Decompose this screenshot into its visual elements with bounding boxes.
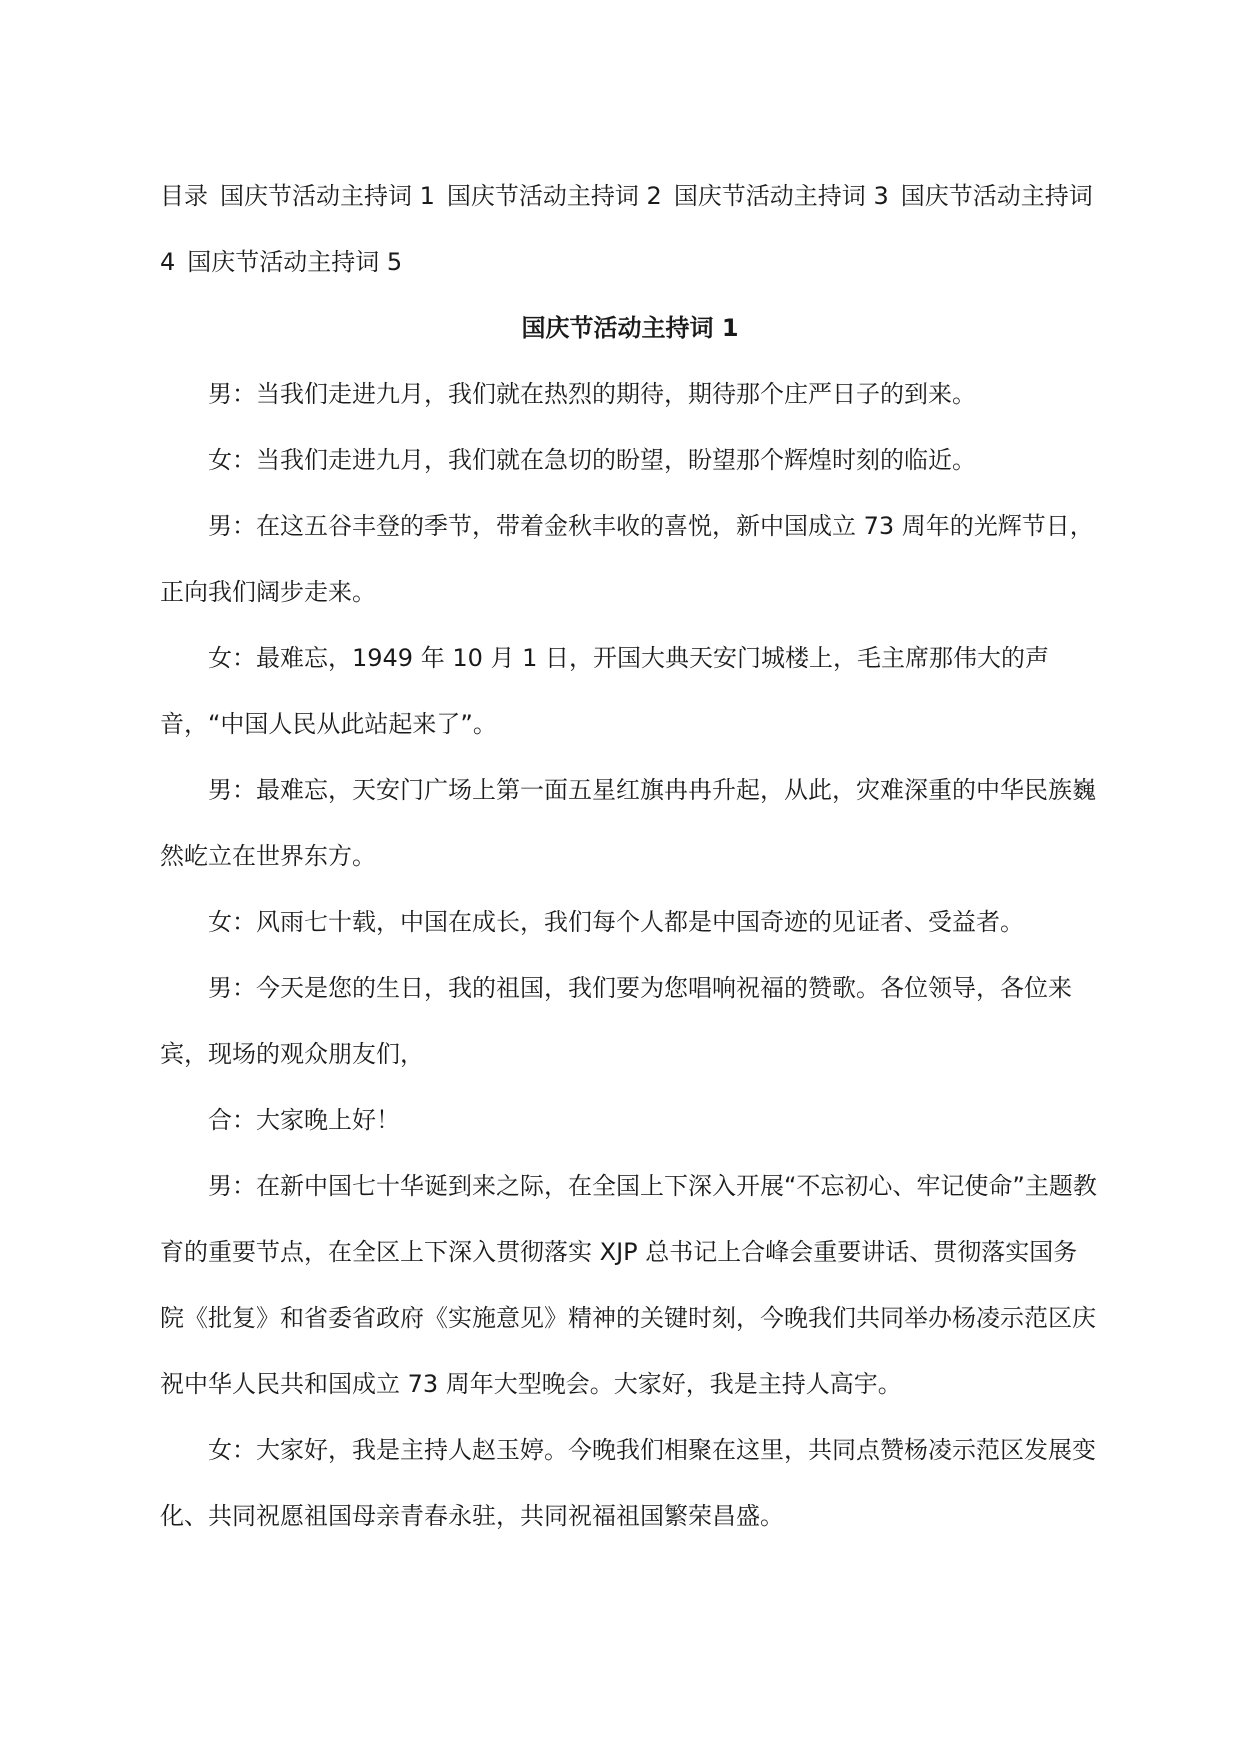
- paragraph-10: 女：大家好，我是主持人赵玉婷。今晚我们相聚在这里，共同点赞杨凌示范区发展变化、共同祝愿祖国母亲青春永驻，共同祝福祖国繁荣昌盛。: [160, 1436, 1096, 1530]
- paragraph-1: 男：当我们走进九月，我们就在热烈的期待，期待那个庄严日子的到来。: [208, 380, 976, 408]
- section-title: 国庆节活动主持词 1: [521, 314, 739, 342]
- toc-item-2[interactable]: 国庆节活动主持词 2: [446, 182, 662, 210]
- document-body: [160, 163, 1100, 1549]
- paragraph-3: 男：在这五谷丰登的季节，带着金秋丰收的喜悦，新中国成立 73 周年的光辉节日，正向我们阔步走来。: [160, 512, 1094, 606]
- toc-label: 目录: [160, 182, 208, 210]
- paragraph-4: 女：最难忘，1949 年 10 月 1 日，开国大典天安门城楼上，毛主席那伟大的声音，“中国人民从此站起来了”。: [160, 644, 1050, 738]
- paragraph-7: 男：今天是您的生日，我的祖国，我们要为您唱响祝福的赞歌。各位领导，各位来宾，现场的观众朋友们，: [160, 974, 1072, 1068]
- paragraph-6: 女：风雨七十载，中国在成长，我们每个人都是中国奇迹的见证者、受益者。: [208, 908, 1024, 936]
- toc-item-3[interactable]: 国庆节活动主持词 3: [673, 182, 889, 210]
- paragraph-8: 合：大家晚上好！: [208, 1106, 400, 1134]
- paragraph-5: 男：最难忘，天安门广场上第一面五星红旗冉冉升起，从此，灾难深重的中华民族巍然屹立在世界东方。: [160, 776, 1096, 870]
- paragraph-2: 女：当我们走进九月，我们就在急切的盼望，盼望那个辉煌时刻的临近。: [208, 446, 976, 474]
- toc-item-1[interactable]: 国庆节活动主持词 1: [220, 182, 435, 210]
- toc-item-5[interactable]: 国庆节活动主持词 5: [187, 248, 403, 276]
- table-of-contents: [160, 163, 1100, 295]
- paragraph-9: 男：在新中国七十华诞到来之际，在全国上下深入开展“不忘初心、牢记使命”主题教育的重要节点，在全区上下深入贯彻落实 XJP 总书记上合峰会重要讲话、贯彻落实国务院《批复》和省委省政府《实施意见》精神的关键时刻，今晚我们共同举办杨凌示范区庆祝中华人民共和国成立 73 周年大型晚会。大家好，我是主持人高宇。: [160, 1172, 1097, 1398]
- toc-item-4[interactable]: 国庆节活动主持词 4: [160, 182, 1093, 276]
